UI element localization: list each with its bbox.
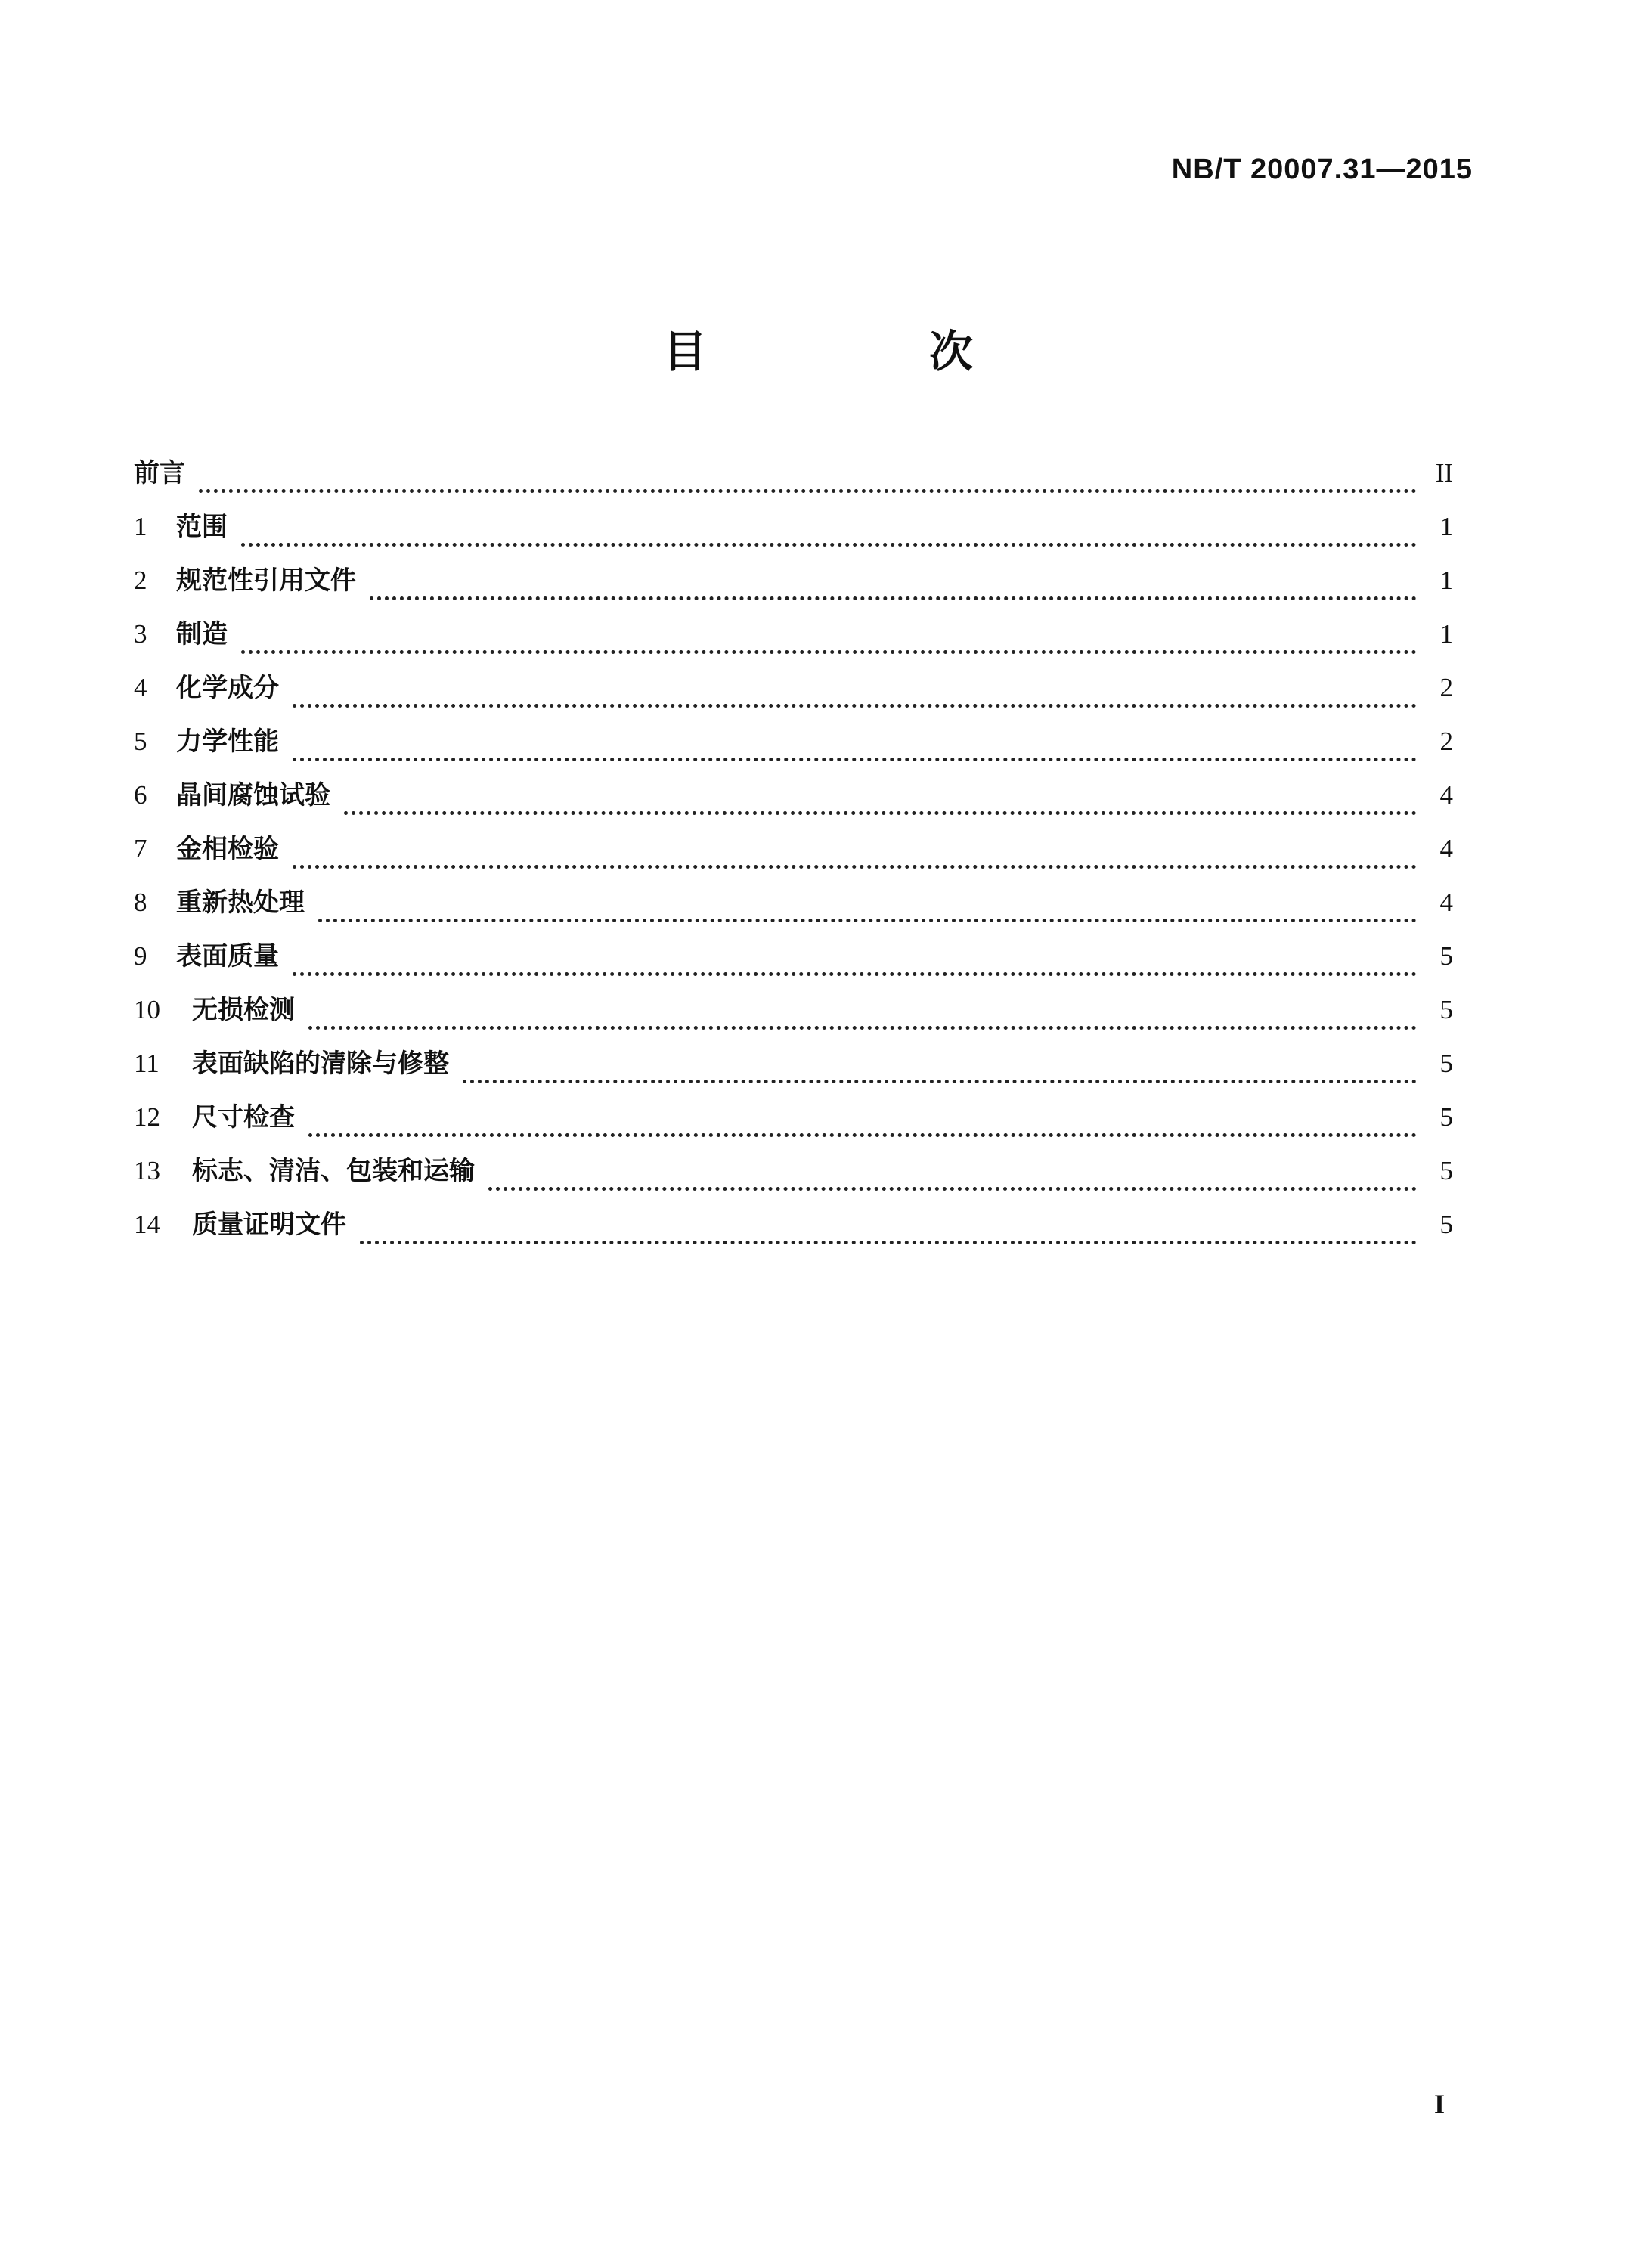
toc-item-9[interactable]	[134, 935, 1453, 989]
toc-item-label: 范围	[176, 512, 228, 542]
toc-item-label: 力学性能	[176, 727, 279, 757]
page-number: I	[1434, 2089, 1445, 2119]
toc-item-10[interactable]	[134, 989, 1453, 1043]
toc-item-number: 13	[134, 1156, 160, 1185]
toc-item-page: 1	[1439, 565, 1453, 595]
toc-item-number: 5	[134, 727, 147, 756]
toc-item-page: 4	[1439, 780, 1453, 810]
toc-item-page: 4	[1439, 834, 1453, 863]
table-of-contents	[134, 452, 1453, 1257]
toc-item-page: 5	[1439, 1210, 1453, 1239]
standard-code: NB/T 20007.31—2015	[1171, 153, 1473, 185]
toc-item-14[interactable]	[134, 1204, 1453, 1257]
toc-item-page: 1	[1439, 512, 1453, 541]
toc-item-page: 2	[1439, 727, 1453, 756]
toc-leader-dots	[293, 957, 1417, 976]
toc-item-label: 晶间腐蚀试验	[176, 780, 330, 810]
toc-item-page: 2	[1439, 673, 1453, 702]
toc-leader-dots	[293, 742, 1417, 761]
toc-item-7[interactable]	[134, 828, 1453, 881]
toc-item-number: 2	[134, 565, 147, 595]
toc-leader-dots	[344, 796, 1417, 815]
toc-item-6[interactable]	[134, 774, 1453, 828]
toc-item-page: 5	[1439, 1156, 1453, 1185]
toc-item-12[interactable]	[134, 1096, 1453, 1150]
toc-leader-dots	[293, 850, 1417, 869]
toc-item-label: 化学成分	[176, 673, 279, 703]
toc-item-number: 10	[134, 995, 160, 1024]
toc-leader-dots	[308, 1118, 1417, 1137]
toc-item-label: 规范性引用文件	[176, 565, 356, 596]
toc-item-number: 11	[134, 1049, 160, 1078]
toc-item-5[interactable]	[134, 720, 1453, 774]
toc-item-page: 5	[1439, 995, 1453, 1024]
toc-item-page: 5	[1439, 1102, 1453, 1132]
toc-item-number: 12	[134, 1102, 160, 1132]
toc-item-label: 金相检验	[176, 834, 279, 864]
page-title: 目 次	[662, 326, 1062, 377]
toc-item-13[interactable]	[134, 1150, 1453, 1204]
toc-item-label: 标志、清洁、包装和运输	[192, 1156, 475, 1186]
toc-item-number: 8	[134, 888, 147, 917]
toc-item-label: 前言	[134, 458, 185, 488]
toc-item-number: 6	[134, 780, 147, 810]
toc-item-number: 1	[134, 512, 147, 541]
toc-item-4[interactable]	[134, 667, 1453, 720]
toc-item-label: 制造	[176, 619, 228, 649]
toc-item-page: 4	[1439, 888, 1453, 917]
toc-item-number: 7	[134, 834, 147, 863]
toc-item-label: 尺寸检查	[192, 1102, 295, 1132]
toc-item-page: II	[1435, 458, 1453, 488]
toc-leader-dots	[241, 528, 1417, 547]
toc-item-1[interactable]	[134, 506, 1453, 559]
toc-leader-dots	[318, 903, 1417, 922]
toc-item-number: 4	[134, 673, 147, 702]
toc-leader-dots	[463, 1064, 1417, 1083]
toc-item-number: 3	[134, 619, 147, 649]
toc-leader-dots	[293, 689, 1417, 708]
toc-item-8[interactable]	[134, 881, 1453, 935]
toc-item-11[interactable]	[134, 1043, 1453, 1096]
toc-item-label: 重新热处理	[176, 888, 305, 918]
toc-item-page: 5	[1439, 1049, 1453, 1078]
toc-item-page: 5	[1439, 941, 1453, 971]
toc-leader-dots	[488, 1172, 1417, 1191]
toc-item-label: 质量证明文件	[192, 1210, 346, 1240]
toc-item-2[interactable]	[134, 559, 1453, 613]
toc-item-preface[interactable]	[134, 452, 1453, 506]
toc-item-page: 1	[1439, 619, 1453, 649]
toc-leader-dots	[360, 1225, 1417, 1244]
toc-item-label: 表面质量	[176, 941, 279, 971]
toc-item-3[interactable]	[134, 613, 1453, 667]
toc-item-label: 无损检测	[192, 995, 295, 1025]
toc-item-number: 9	[134, 941, 147, 971]
toc-leader-dots	[199, 474, 1417, 493]
toc-leader-dots	[308, 1011, 1417, 1030]
toc-item-label: 表面缺陷的清除与修整	[192, 1049, 449, 1079]
toc-leader-dots	[370, 581, 1417, 600]
toc-item-number: 14	[134, 1210, 160, 1239]
toc-leader-dots	[241, 635, 1417, 654]
